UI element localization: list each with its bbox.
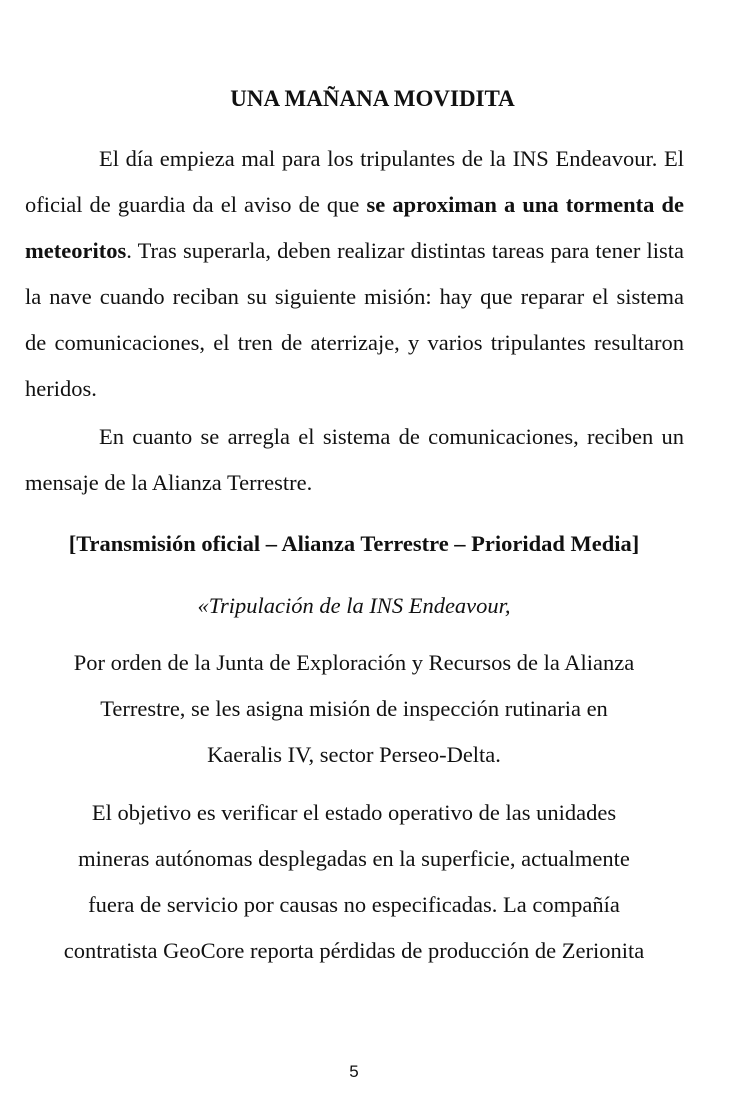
- order-line: Kaeralis IV, sector Perseo-Delta.: [207, 742, 501, 767]
- intro-paragraph: [25, 136, 684, 412]
- page-number: 5: [349, 1062, 359, 1081]
- transmission-header: [Transmisión oficial – Alianza Terrestre – Prioridad Media]: [68, 531, 640, 556]
- objective-line: El objetivo es verificar el estado operativo de las unidades: [91, 800, 617, 825]
- communications-paragraph: En cuanto se arregla el sistema de comunicaciones, reciben un mensaje de la Alianza Terrestre.: [25, 424, 684, 495]
- order-line: Por orden de la Junta de Exploración y Recursos de la Alianza: [73, 650, 635, 675]
- order-paragraph: [0, 640, 708, 778]
- objective-line: mineras autónomas desplegadas en la superficie, actualmente: [78, 846, 630, 871]
- chapter-title: UNA MAÑANA MOVIDITA: [230, 86, 515, 111]
- intro-text-end: . Tras superarla, deben realizar distintas tareas para tener lista la nave cuando reciban su siguiente misión: hay que reparar el sistema de comunicaciones, el tren de aterrizaje, y varios tripulantes resultaron heridos.: [25, 238, 684, 401]
- intro-bold-phrase: se aproximan a una tormenta de meteoritos: [25, 192, 684, 263]
- intro-text-start: El día empieza mal para los tripulantes de la INS Endeavour. El oficial de guardia da el aviso de que: [25, 146, 684, 217]
- transmission-salutation: «Tripulación de la INS Endeavour,: [197, 593, 511, 618]
- order-line: Terrestre, se les asigna misión de inspección rutinaria en: [100, 696, 608, 721]
- objective-line: fuera de servicio por causas no especificadas. La compañía: [88, 892, 620, 917]
- objective-line: contratista GeoCore reporta pérdidas de producción de Zerionita: [63, 938, 645, 963]
- objective-paragraph: [0, 790, 708, 974]
